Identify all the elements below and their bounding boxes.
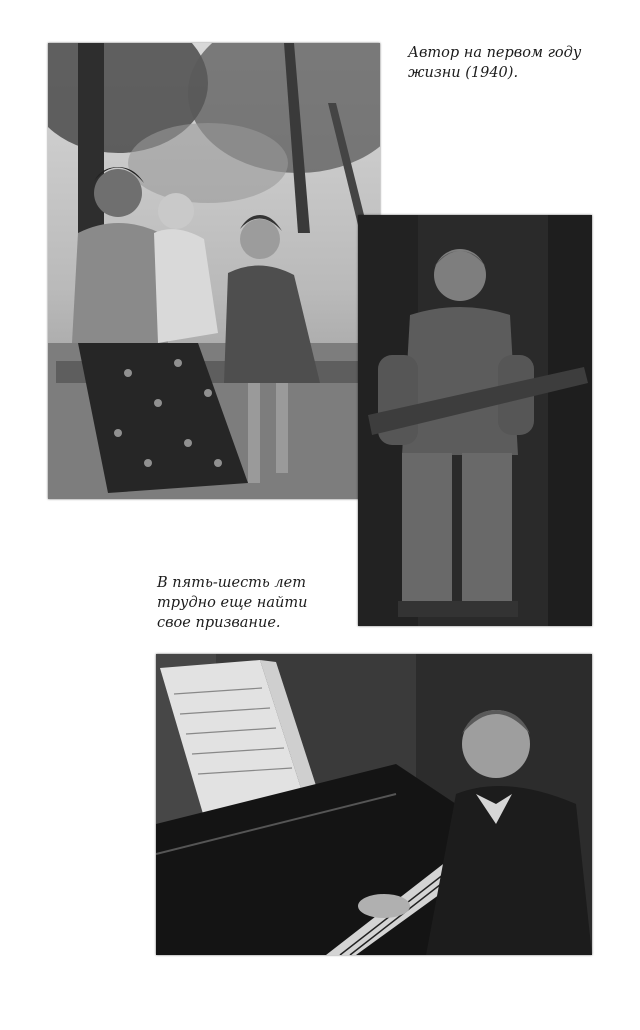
family-photo	[48, 43, 380, 499]
caption-line: Автор на первом году	[408, 45, 582, 61]
boy-with-toy-rifle-photo	[358, 215, 592, 626]
caption-calling	[157, 573, 307, 633]
caption-line: В пять-шесть лет	[157, 575, 307, 591]
boy-at-piano-photo	[156, 654, 592, 955]
caption-first-year	[408, 43, 581, 83]
caption-line: жизни (1940).	[408, 65, 519, 81]
caption-line: трудно еще найти	[157, 595, 308, 611]
caption-line: свое призвание.	[157, 615, 281, 631]
